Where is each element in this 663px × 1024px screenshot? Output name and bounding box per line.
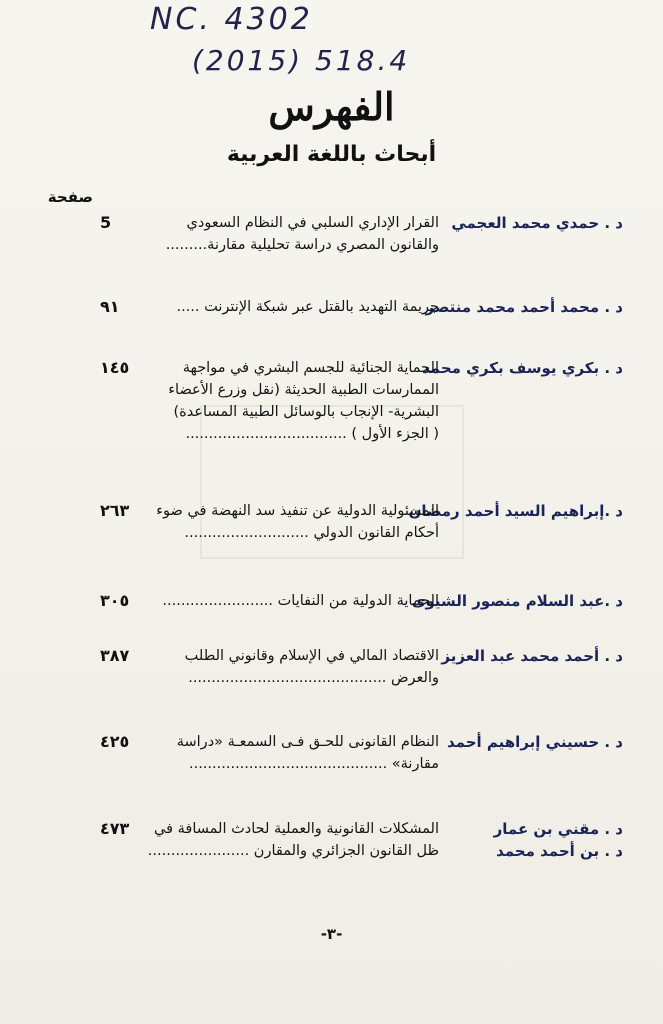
entry-page-number: 5 (100, 213, 112, 232)
entry-author: د . مقني بن عمار د . بن أحمد محمد (493, 820, 623, 860)
entry-title: الحماية الجنائية للجسم البشري في مواجهة الممارسات الطبية الحديثة (نقل وزرع الأعضاء البشرية- الإنجاب بالوسائل الطبية المساعدة) ( الجزء الأول ) ................................... (168, 360, 439, 442)
entry-author: د . حمدي محمد العجمي (451, 214, 623, 232)
section-subtitle: أبحاث باللغة العربية (226, 142, 437, 167)
toc-entry (0, 731, 663, 831)
entry-page-number: ٤٧٣ (100, 819, 130, 838)
page-title: الفهرس (268, 84, 395, 129)
entry-title: المسئولية الدولية عن تنفيذ سد النهضة في ضوء أحكام القانون الدولي ........................... (156, 503, 439, 541)
handwritten-catalog-number: NC. 4302 (150, 2, 313, 37)
entry-page-number: ٣٠٥ (100, 591, 130, 610)
entry-page-number: ٤٢٥ (100, 732, 130, 751)
page-column-label: صفحة (47, 188, 93, 206)
entry-author: د .إبراهيم السيد أحمد رمضان (408, 502, 623, 520)
entry-title: النظام القانونى للحـق فـى السمعـة «دراسة مقارنة» ........................................... (176, 734, 439, 772)
entry-author: د .عبد السلام منصور الشيوى (411, 592, 623, 610)
entry-title: جريمة التهديد بالقتل عبر شبكة الإنترنت ..... (176, 299, 439, 315)
entry-title: الاقتصاد المالي في الإسلام وقانوني الطلب والعرض ........................................... (184, 648, 439, 686)
entry-title: الحماية الدولية من النفايات ........................ (162, 593, 439, 609)
toc-entry (0, 645, 663, 745)
entry-author: د . أحمد محمد عبد العزيز (441, 647, 623, 665)
entry-title: المشكلات القانونية والعملية لحادث المسافة في ظل القانون الجزائري والمقارن ...................... (147, 821, 439, 859)
toc-entry (0, 818, 663, 918)
entry-page-number: ١٤٥ (100, 358, 130, 377)
entry-author: د . حسيني إبراهيم أحمد (447, 733, 623, 751)
entry-author: د . بكري يوسف بكري محمد (422, 359, 623, 377)
page-footer-number: -٣- (320, 925, 343, 943)
toc-entry (0, 357, 663, 457)
entry-title: القرار الإداري السلبي في النظام السعودي والقانون المصري دراسة تحليلية مقارنة......... (165, 215, 439, 253)
toc-entry (0, 500, 663, 600)
entry-page-number: ٢٦٣ (100, 501, 130, 520)
entry-page-number: ٩١ (100, 297, 120, 316)
entry-author: د . محمد أحمد محمد منتصر (425, 298, 623, 316)
entry-page-number: ٣٨٧ (100, 646, 130, 665)
handwritten-call-number: (2015) 518.4 (192, 44, 411, 77)
